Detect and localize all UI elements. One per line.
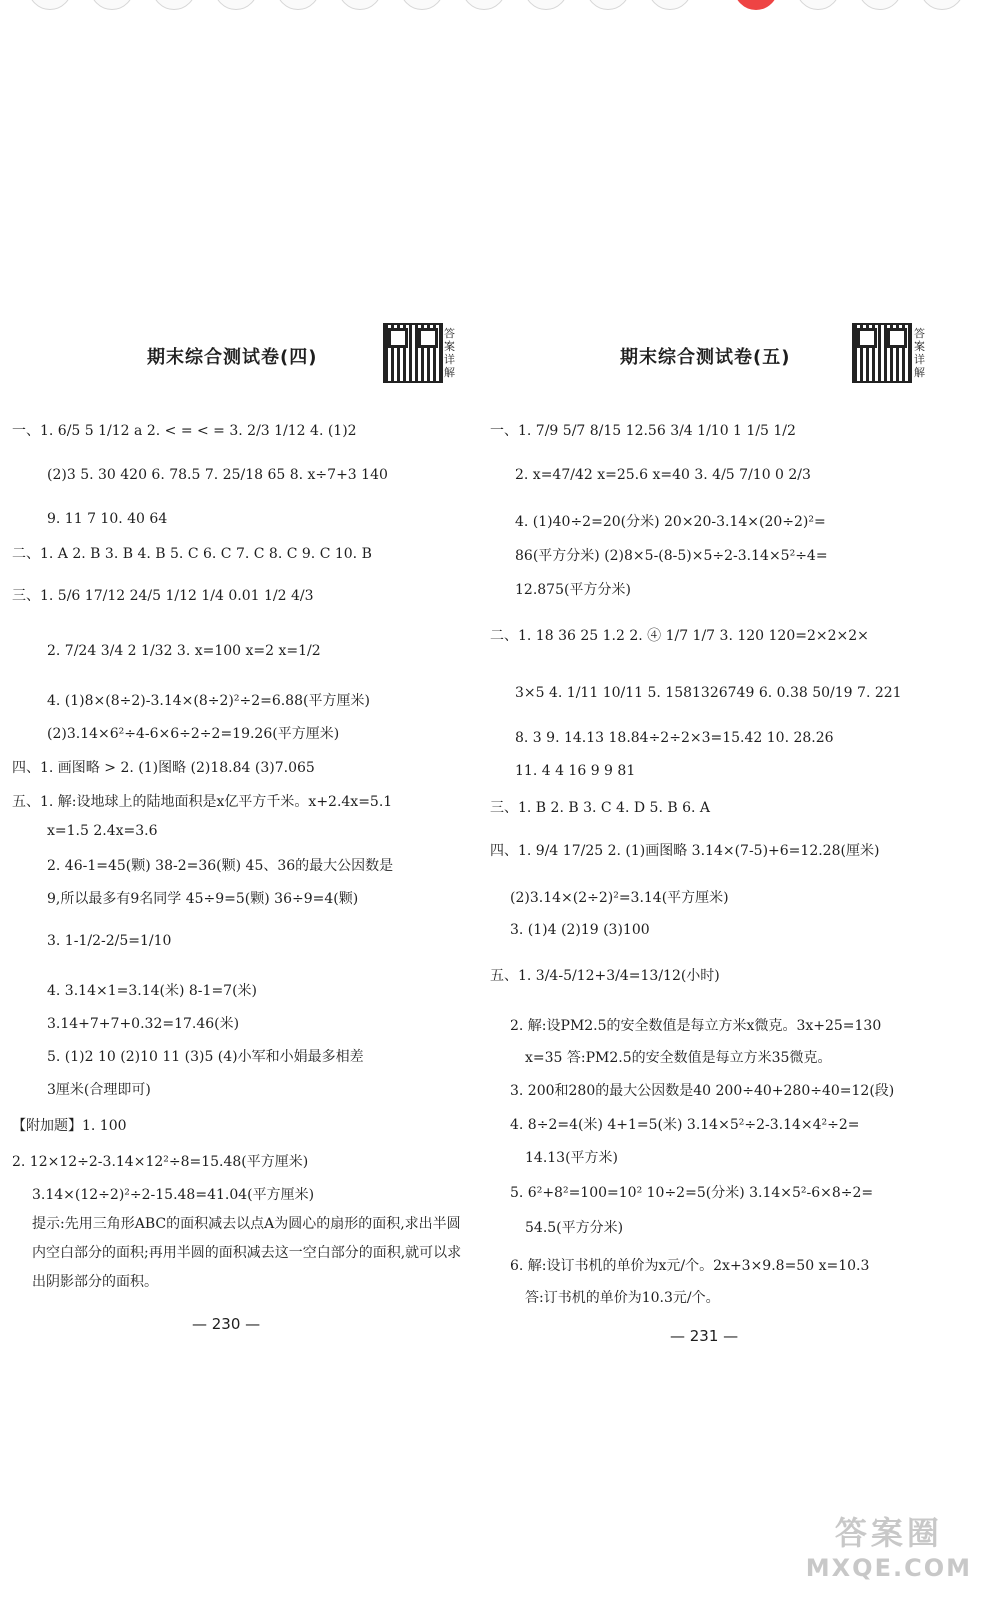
top-circle	[524, 0, 568, 10]
answer-line: 答:订书机的单价为10.3元/个。	[525, 1290, 720, 1306]
answer-line: 二、1. A 2. B 3. B 4. B 5. C 6. C 7. C 8. C 9. C 10. B	[12, 546, 372, 562]
page-number: — 231 —	[670, 1327, 739, 1345]
answer-line: 二、1. 18 36 25 1.2 2. ④ 1/7 1/7 3. 120 120=2×2×2×	[490, 628, 869, 644]
answer-line: 4. 8÷2=4(米) 4+1=5(米) 3.14×5²÷2-3.14×4²÷2=	[510, 1117, 860, 1133]
site-watermark	[806, 1508, 972, 1582]
page-title: 期末综合测试卷(五)	[620, 347, 791, 368]
answer-line: x=35 答:PM2.5的安全数值是每立方米35微克。	[525, 1050, 832, 1066]
answer-line: 3.14×(12÷2)²÷2-15.48=41.04(平方厘米)	[32, 1187, 315, 1203]
answer-line: (2)3.14×6²÷4-6×6÷2÷2=19.26(平方厘米)	[47, 726, 340, 742]
watermark-url: MXQE.COM	[805, 1554, 972, 1582]
top-circle	[648, 0, 692, 10]
answer-line: 【附加题】1. 100	[12, 1118, 127, 1134]
answer-line: 一、1. 6/5 5 1/12 a 2. < = < = 3. 2/3 1/12 4. (1)2	[12, 423, 357, 439]
answer-line: 三、1. B 2. B 3. C 4. D 5. B 6. A	[490, 800, 711, 816]
right-answer-page	[490, 325, 945, 1345]
qr-code-icon	[385, 325, 441, 381]
answer-line: 54.5(平方分米)	[525, 1220, 624, 1236]
answer-line: 11. 4 4 16 9 9 81	[515, 763, 636, 779]
right-header	[490, 325, 945, 377]
page-title: 期末综合测试卷(四)	[147, 347, 318, 368]
answer-line: 四、1. 画图略 > 2. (1)图略 (2)18.84 (3)7.065	[12, 760, 315, 776]
answer-line: 86(平方分米) (2)8×5-(8-5)×5÷2-3.14×5²÷4=	[515, 548, 828, 564]
answer-line: 9. 11 7 10. 40 64	[47, 511, 168, 527]
answer-line: 4. (1)8×(8÷2)-3.14×(8÷2)²÷2=6.88(平方厘米)	[47, 693, 370, 709]
qr-label: 答案详解	[444, 327, 455, 379]
answer-line: (2)3 5. 30 420 6. 78.5 7. 25/18 65 8. x÷7+3 140	[47, 467, 388, 483]
qr-label: 答案详解	[914, 327, 925, 379]
answer-line: 3. 1-1/2-2/5=1/10	[47, 933, 172, 949]
answer-line: 五、1. 解:设地球上的陆地面积是x亿平方千米。x+2.4x=5.1	[12, 794, 393, 810]
top-circle	[276, 0, 320, 10]
answer-line: 一、1. 7/9 5/7 8/15 12.56 3/4 1/10 1 1/5 1/2	[490, 423, 796, 439]
hint-paragraph: 提示:先用三角形ABC的面积减去以点A为圆心的扇形的面积,求出半圆内空白部分的面积;再用半圆的面积减去这一空白部分的面积,就可以求出阴影部分的面积。	[32, 1216, 462, 1290]
answer-line: 9,所以最多有9名同学 45÷9=5(颗) 36÷9=4(颗)	[47, 891, 359, 907]
left-header	[12, 325, 467, 377]
left-answer-page	[12, 325, 467, 1333]
answer-line: 2. 12×12÷2-3.14×12²÷8=15.48(平方厘米)	[12, 1154, 309, 1170]
top-circle	[858, 0, 902, 10]
answer-line: 2. x=47/42 x=25.6 x=40 3. 4/5 7/10 0 2/3	[515, 467, 811, 483]
answer-line: 四、1. 9/4 17/25 2. (1)画图略 3.14×(7-5)+6=12.28(厘米)	[490, 843, 880, 859]
answer-line: 3. 200和280的最大公因数是40 200÷40+280÷40=12(段)	[510, 1083, 895, 1099]
answer-line: 3×5 4. 1/11 10/11 5. 1581326749 6. 0.38 50/19 7. 221	[515, 685, 902, 701]
top-circle	[90, 0, 134, 10]
answer-line: 8. 3 9. 14.13 18.84÷2÷2×3=15.42 10. 28.26	[515, 730, 834, 746]
answer-line: 4. 3.14×1=3.14(米) 8-1=7(米)	[47, 983, 257, 999]
qr-code-icon	[854, 325, 910, 381]
answer-line: 5. 6²+8²=100=10² 10÷2=5(分米) 3.14×5²-6×8÷2=	[510, 1185, 874, 1201]
answer-line: 12.875(平方分米)	[515, 582, 631, 598]
top-circle	[462, 0, 506, 10]
answer-line: (2)3.14×(2÷2)²=3.14(平方厘米)	[510, 890, 729, 906]
top-circle	[796, 0, 840, 10]
top-circle	[338, 0, 382, 10]
answer-line: 3. (1)4 (2)19 (3)100	[510, 922, 650, 938]
answer-line: 2. 46-1=45(颗) 38-2=36(颗) 45、36的最大公因数是	[47, 858, 394, 874]
top-circle	[920, 0, 964, 10]
top-circle	[214, 0, 258, 10]
top-circle	[28, 0, 72, 10]
answer-line: 三、1. 5/6 17/12 24/5 1/12 1/4 0.01 1/2 4/3	[12, 588, 314, 604]
top-circle	[400, 0, 444, 10]
answer-line: 2. 解:设PM2.5的安全数值是每立方米x微克。3x+25=130	[510, 1018, 882, 1034]
answer-line: 五、1. 3/4-5/12+3/4=13/12(小时)	[490, 968, 720, 984]
answer-line: 3厘米(合理即可)	[47, 1082, 151, 1098]
page-number: — 230 —	[192, 1315, 261, 1333]
top-circle	[734, 0, 778, 10]
watermark-title: 答案圈	[834, 1514, 943, 1552]
answer-line: 4. (1)40÷2=20(分米) 20×20-3.14×(20÷2)²=	[515, 514, 826, 530]
answer-line: x=1.5 2.4x=3.6	[47, 823, 158, 839]
top-circle	[586, 0, 630, 10]
answer-line: 6. 解:设订书机的单价为x元/个。2x+3×9.8=50 x=10.3	[510, 1258, 870, 1274]
answer-line: 14.13(平方米)	[525, 1150, 619, 1166]
answer-line: 5. (1)2 10 (2)10 11 (3)5 (4)小军和小娟最多相差	[47, 1049, 364, 1065]
top-circle	[152, 0, 196, 10]
answer-line: 3.14+7+7+0.32=17.46(米)	[47, 1016, 240, 1032]
answer-line: 2. 7/24 3/4 2 1/32 3. x=100 x=2 x=1/2	[47, 643, 321, 659]
